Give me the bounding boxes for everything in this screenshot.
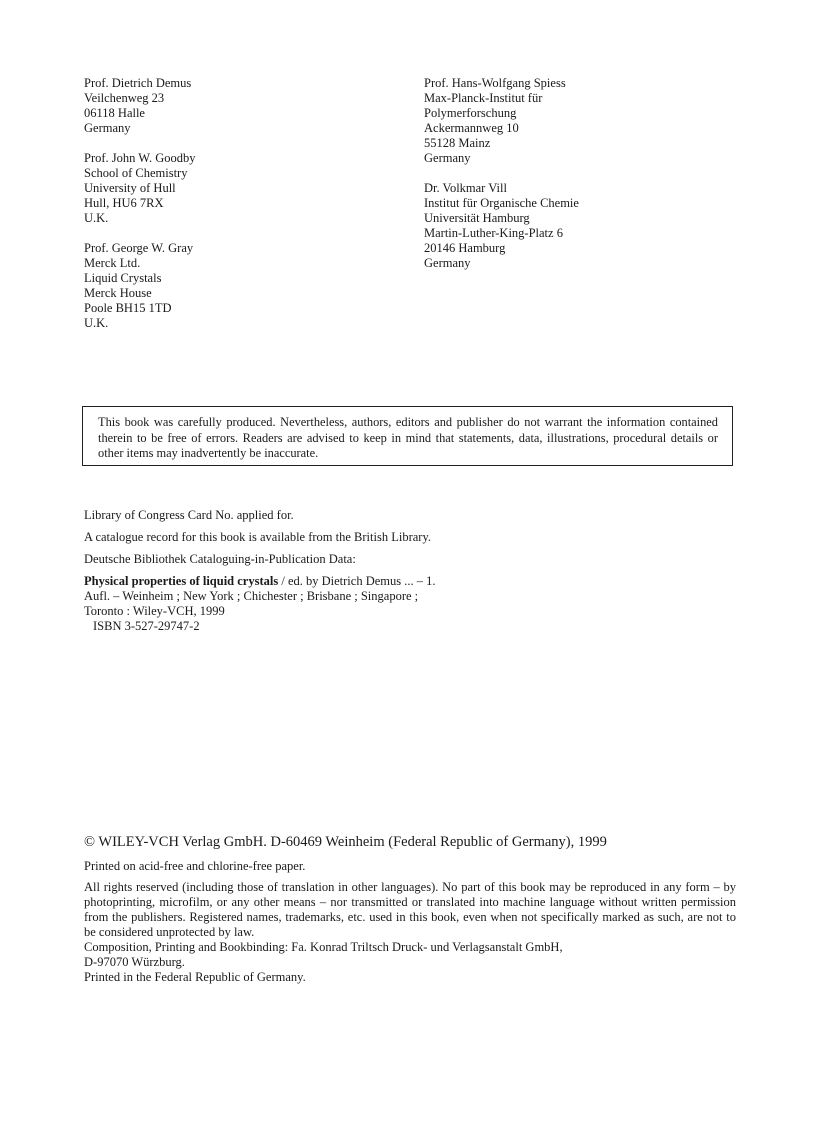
address-line: University of Hull — [84, 181, 176, 195]
address-vill — [424, 181, 579, 271]
composition-line: Composition, Printing and Bookbinding: Fa. Konrad Triltsch Druck- und Verlagsanstalt GmbH, — [84, 940, 563, 954]
loc-card-line: Library of Congress Card No. applied for. — [84, 508, 294, 522]
addresses-left-column — [84, 76, 195, 346]
paper-line: Printed on acid-free and chlorine-free paper. — [84, 859, 306, 873]
address-gray — [84, 241, 195, 331]
address-line: Prof. Hans-Wolfgang Spiess — [424, 76, 566, 90]
copyright-line: © WILEY-VCH Verlag GmbH. D-60469 Weinheim (Federal Republic of Germany), 1999 — [84, 834, 607, 850]
address-line: School of Chemistry — [84, 166, 188, 180]
book-title: Physical properties of liquid crystals — [84, 574, 279, 588]
address-line: Merck House — [84, 286, 152, 300]
book-title-rest: / ed. by Dietrich Demus ... – 1. — [278, 574, 436, 588]
address-line: Polymerforschung — [424, 106, 517, 120]
city-line: D-97070 Würzburg. — [84, 955, 185, 969]
address-line: Max-Planck-Institut für — [424, 91, 543, 105]
dnb-heading: Deutsche Bibliothek Cataloguing-in-Publication Data: — [84, 552, 356, 566]
address-line: U.K. — [84, 211, 109, 225]
cip-title-line — [84, 574, 724, 589]
printed-line: Printed in the Federal Republic of Germany. — [84, 970, 306, 984]
address-line: Poole BH15 1TD — [84, 301, 172, 315]
address-line: Prof. George W. Gray — [84, 241, 194, 255]
copyright-block — [84, 834, 736, 985]
address-demus — [84, 76, 195, 136]
address-line: Prof. John W. Goodby — [84, 151, 196, 165]
isbn-line: ISBN 3-527-29747-2 — [93, 619, 200, 633]
address-spiess — [424, 76, 579, 166]
address-line: Prof. Dietrich Demus — [84, 76, 192, 90]
address-line: Germany — [84, 121, 131, 135]
address-line: Martin-Luther-King-Platz 6 — [424, 226, 563, 240]
address-line: U.K. — [84, 316, 109, 330]
address-line: Institut für Organische Chemie — [424, 196, 579, 210]
address-line: Germany — [424, 256, 471, 270]
address-line: Universität Hamburg — [424, 211, 530, 225]
address-line: Hull, HU6 7RX — [84, 196, 164, 210]
address-line: 20146 Hamburg — [424, 241, 506, 255]
address-goodby — [84, 151, 195, 226]
address-line: Ackermannweg 10 — [424, 121, 519, 135]
address-line: Veilchenweg 23 — [84, 91, 165, 105]
rights-paragraph: All rights reserved (including those of translation in other languages). No part of this book may be reproduced in any form – by photoprinting, microfilm, or any other means – nor transmitted or translated into machine language without written permission from the publishers. Registered names, trademarks, etc. used in this book, even when not specifically marked as such, are not to be considered unprotected by law. — [84, 880, 736, 939]
disclaimer-text: This book was carefully produced. Nevertheless, authors, editors and publisher do not warrant the information contained therein to be free of errors. Readers are advised to keep in mind that statements, data, illustrations, procedural details or other items may inadvertently be inaccurate. — [98, 415, 718, 460]
address-line: 06118 Halle — [84, 106, 145, 120]
disclaimer-box — [82, 406, 733, 466]
address-line: 55128 Mainz — [424, 136, 491, 150]
address-line: Dr. Volkmar Vill — [424, 181, 507, 195]
address-line: Germany — [424, 151, 471, 165]
cataloguing-block — [84, 508, 724, 634]
british-library-line: A catalogue record for this book is available from the British Library. — [84, 530, 432, 544]
addresses-right-column — [424, 76, 579, 286]
address-line: Liquid Crystals — [84, 271, 162, 285]
cip-publisher-line: Toronto : Wiley-VCH, 1999 — [84, 604, 225, 618]
cip-place-line: Aufl. – Weinheim ; New York ; Chichester ; Brisbane ; Singapore ; — [84, 589, 419, 603]
address-line: Merck Ltd. — [84, 256, 141, 270]
